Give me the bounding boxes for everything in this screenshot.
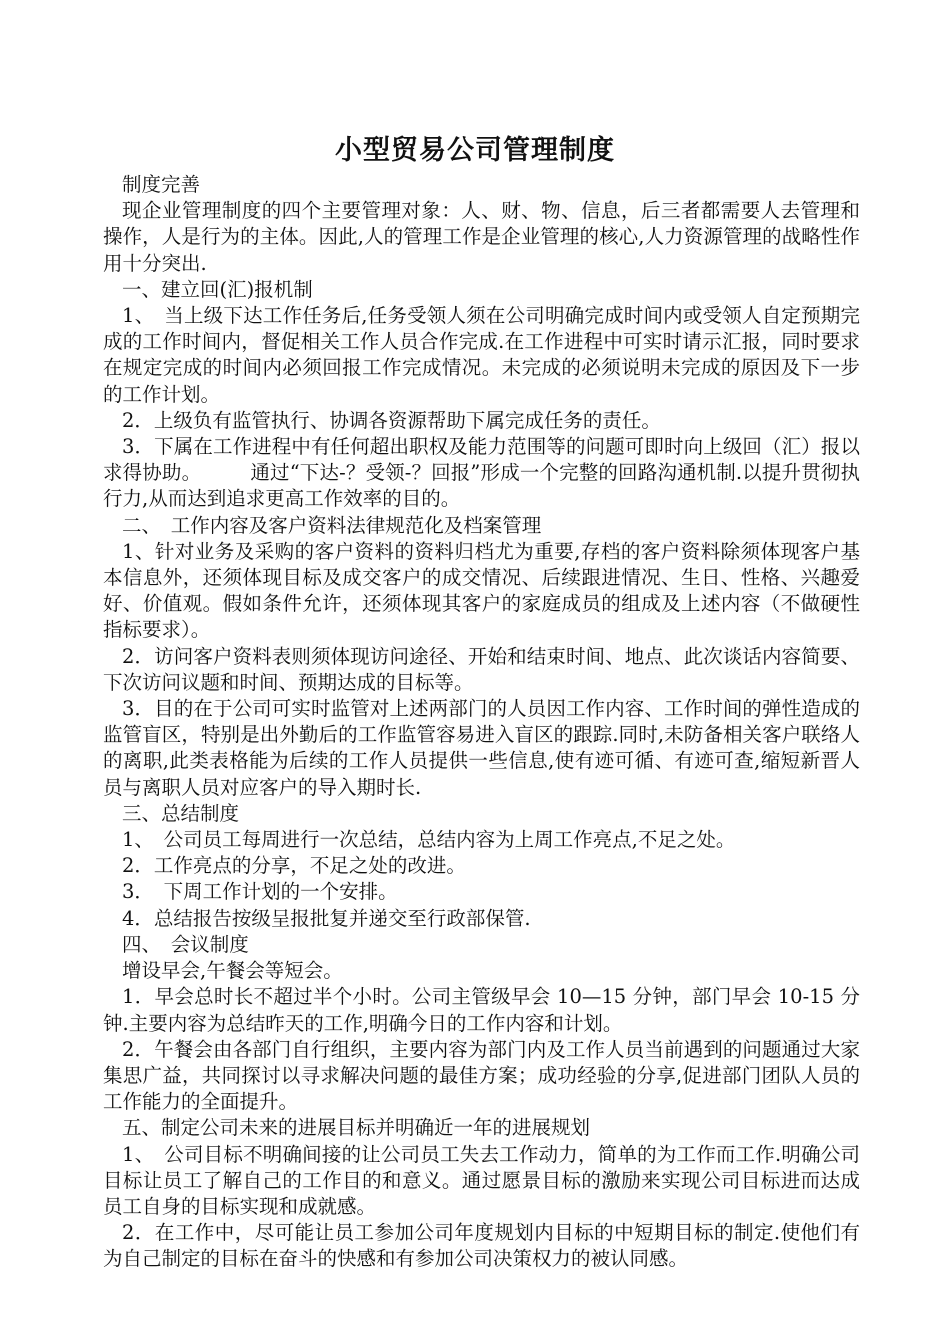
paragraph: 1、 公司员工每周进行一次总结，总结内容为上周工作亮点,不足之处。 [122,828,736,852]
paragraph: 1、 当上级下达工作任务后,任务受领人须在公司明确完成时间内或受领人自定预期完成的工作时间内，督促相关工作人员合作完成.在工作进程中可实时请示汇报，同时要求在规定完成的时间内必须回报工作完成情况。未完成的必须说明未完成的原因及下一步的工作计划。 [103,304,860,406]
paragraph: 2．访问客户资料表则须体现访问途径、开始和结束时间、地点、此次谈话内容简要、下次访问议题和时间、预期达成的目标等。 [103,644,860,694]
document-body [103,172,860,1273]
paragraph: 2．在工作中，尽可能让员工参加公司年度规划内目标的中短期目标的制定.使他们有为自己制定的目标在奋斗的快感和有参加公司决策权力的被认同感。 [103,1221,860,1271]
section-heading-2: 二、 工作内容及客户资料法律规范化及档案管理 [122,513,542,537]
paragraph: 3．下属在工作进程中有任何超出职权及能力范围等的问题可即时向上级回（汇）报以求得协助。 通过“下达-？受领-？回报”形成一个完整的回路沟通机制.以提升贯彻执行力,从而达到追求更高工作效率的目的。 [103,435,860,511]
paragraph: 2．午餐会由各部门自行组织，主要内容为部门内及工作人员当前遇到的问题通过大家集思广益，共同探讨以寻求解决问题的最佳方案；成功经验的分享,促进部门团队人员的工作能力的全面提升。 [103,1037,860,1114]
paragraph: 2．工作亮点的分享，不足之处的改进。 [122,854,466,878]
paragraph: 3． 下周工作计划的一个安排。 [122,880,398,904]
paragraph: 1．早会总时长不超过半个小时。公司主管级早会 10—15 分钟，部门早会 10-15 分钟.主要内容为总结昨天的工作,明确今日的工作内容和计划。 [103,985,860,1035]
section-heading-4: 四、 会议制度 [122,932,249,956]
section-heading-5: 五、制定公司未来的进展目标并明确近一年的进展规划 [122,1116,591,1140]
paragraph: 1、 公司目标不明确间接的让公司员工失去工作动力，简单的为工作而工作.明确公司目标让员工了解自己的工作目的和意义。通过愿景目标的激励来实现公司目标进而达成员工自身的目标实现和成就感。 [103,1142,860,1218]
paragraph-intro: 现企业管理制度的四个主要管理对象：人、财、物、信息，后三者都需要人去管理和操作，人是行为的主体。因此,人的管理工作是企业管理的核心,人力资源管理的战略性作用十分突出. [103,199,860,275]
paragraph: 1、针对业务及采购的客户资料的资料归档尤为重要,存档的客户资料除须体现客户基本信息外，还须体现目标及成交客户的成交情况、后续跟进情况、生日、性格、兴趣爱好、价值观。假如条件允许，还须体现其客户的家庭成员的组成及上述内容（不做硬性指标要求）。 [103,539,860,642]
paragraph: 4．总结报告按级呈报批复并递交至行政部保管. [122,906,531,930]
paragraph: 增设早会,午餐会等短会。 [122,959,343,983]
document-title: 小型贸易公司管理制度 [335,135,615,166]
paragraph-subtitle: 制度完善 [122,173,201,196]
section-heading-1: 一、建立回(汇)报机制 [122,277,313,301]
paragraph: 2．上级负有监管执行、协调各资源帮助下属完成任务的责任。 [122,408,661,432]
section-heading-3: 三、总结制度 [122,801,240,825]
paragraph: 3．目的在于公司可实时监管对上述两部门的人员因工作内容、工作时间的弹性造成的监管盲区，特别是出外勤后的工作监管容易进入盲区的跟踪.同时,未防备相关客户联络人的离职,此类表格能为后续的工作人员提供一些信息,使有迹可循、有迹可查,缩短新晋人员与离职人员对应客户的导入期时长. [103,697,860,799]
